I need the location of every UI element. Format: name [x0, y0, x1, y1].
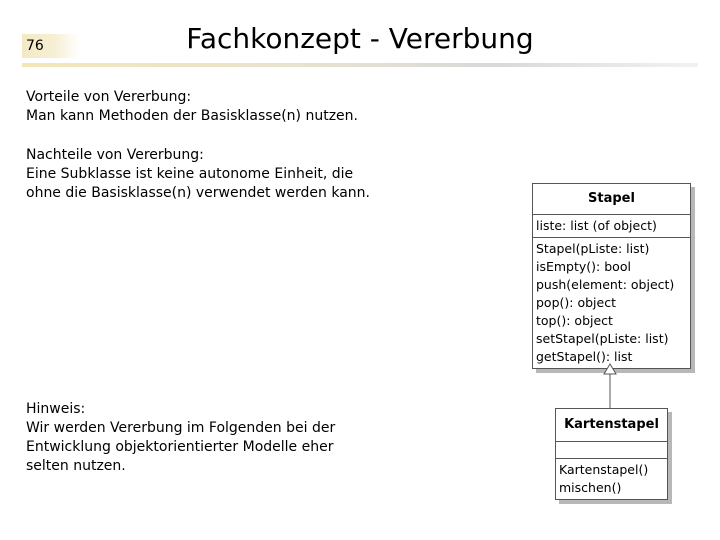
uml-method: top(): object [536, 313, 613, 328]
hinweis-line: Wir werden Vererbung im Folgenden bei der [26, 420, 336, 436]
uml-method: push(element: object) [536, 277, 675, 292]
uml-methods [556, 459, 667, 499]
uml-method: getStapel(): list [536, 349, 633, 364]
nachteile-line: ohne die Basisklasse(n) verwendet werden kann. [26, 185, 370, 201]
nachteile-line: Eine Subklasse ist keine autonome Einheit, die [26, 166, 354, 182]
uml-method: mischen() [559, 480, 622, 495]
hinweis-line: Entwicklung objektorientierter Modelle eher [26, 439, 334, 455]
uml-method: pop(): object [536, 295, 616, 310]
uml-attribute: liste: list (of object) [536, 218, 657, 233]
uml-method: setStapel(pListe: list) [536, 331, 669, 346]
uml-method: Stapel(pListe: list) [536, 241, 650, 256]
uml-method: Kartenstapel() [559, 462, 649, 477]
uml-class-name: Stapel [533, 184, 690, 215]
slide-number: 76 [26, 38, 44, 54]
hinweis-line: Hinweis: [26, 401, 86, 417]
uml-attributes [556, 442, 667, 459]
nachteile-line: Nachteile von Vererbung: [26, 147, 204, 163]
vorteile-line: Vorteile von Vererbung: [26, 89, 192, 105]
uml-method: isEmpty(): bool [536, 259, 631, 274]
vorteile-line: Man kann Methoden der Basisklasse(n) nutzen. [26, 108, 358, 124]
slide-title-text: Fachkonzept - Vererbung [186, 22, 534, 55]
uml-class-name: Kartenstapel [556, 409, 667, 442]
uml-class-kartenstapel [555, 408, 668, 500]
hinweis-line: selten nutzen. [26, 458, 126, 474]
